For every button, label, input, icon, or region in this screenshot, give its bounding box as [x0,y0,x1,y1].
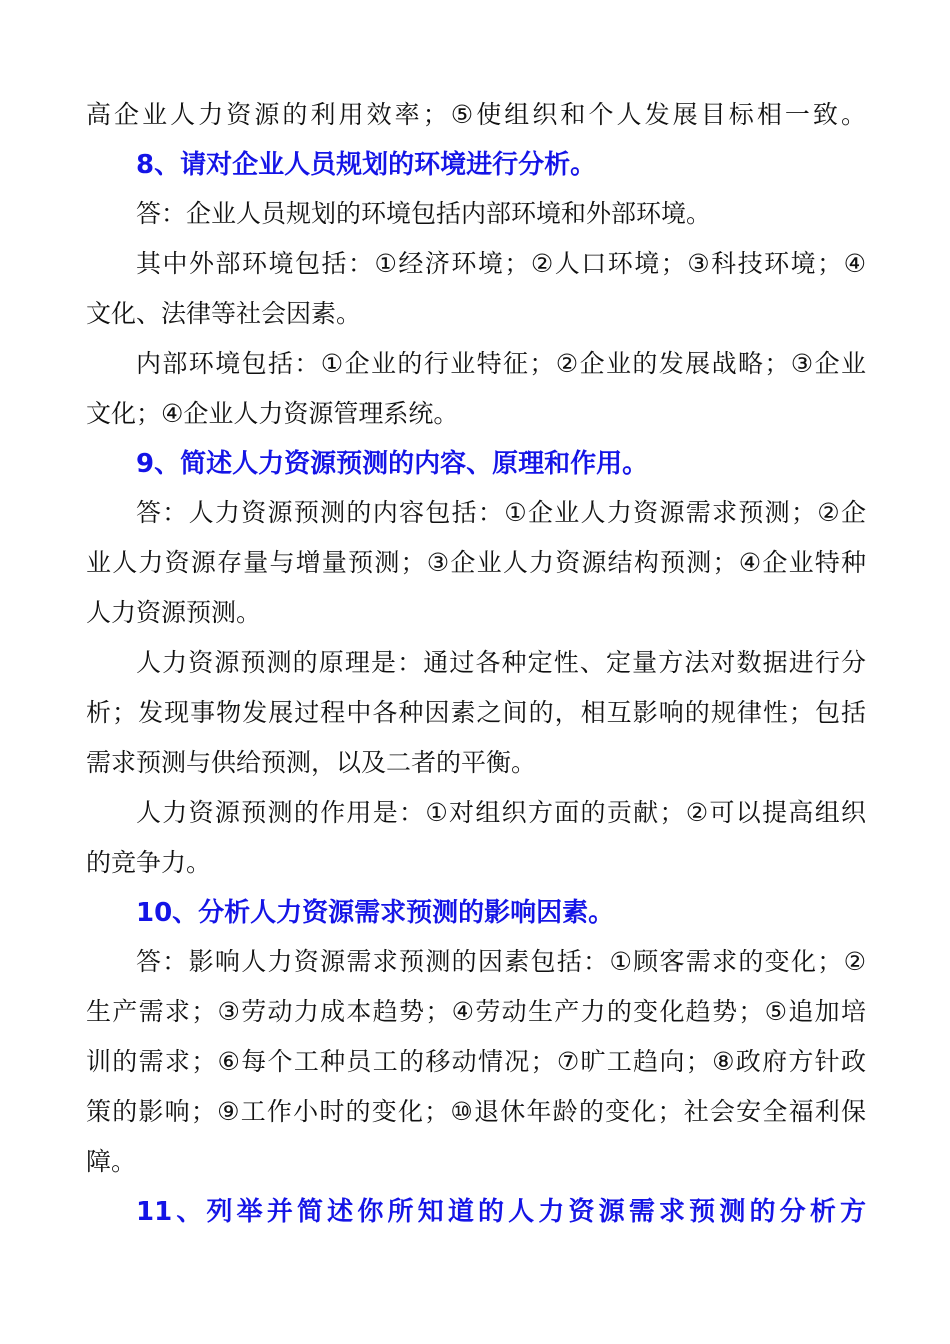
answer-9-line: 人力资源预测的作用是：①对组织方面的贡献；②可以提高组织 [136,798,866,827]
answer-9-line: 答：人力资源预测的内容包括：①企业人力资源需求预测；②企 [136,498,866,527]
answer-8-line: 答：企业人员规划的环境包括内部环境和外部环境。 [136,199,712,228]
answer-9-line: 析；发现事物发展过程中各种因素之间的，相互影响的规律性；包括 [86,698,866,727]
answer-8-line: 其中外部环境包括：①经济环境；②人口环境；③科技环境；④ [136,249,866,278]
answer-10-line: 训的需求；⑥每个工种员工的移动情况；⑦旷工趋向；⑧政府方针政 [86,1047,866,1076]
answer-8-line: 文化、法律等社会因素。 [86,299,362,328]
question-9-heading: 9、简述人力资源预测的内容、原理和作用。 [136,449,649,479]
answer-9-line: 人力资源预测的原理是：通过各种定性、定量方法对数据进行分 [136,648,866,677]
answer-8-line: 内部环境包括：①企业的行业特征；②企业的发展战略；③企业 [136,349,866,378]
answer-10-line: 答：影响人力资源需求预测的因素包括：①顾客需求的变化；② [136,947,866,976]
question-11-heading: 11、列举并简述你所知道的人力资源需求预测的分析方 [136,1197,866,1227]
answer-10-line: 生产需求；③劳动力成本趋势；④劳动生产力的变化趋势；⑤追加培 [86,997,866,1026]
answer-9-line: 的竞争力。 [86,848,212,877]
answer-10-line: 障。 [86,1147,137,1176]
answer-9-line: 业人力资源存量与增量预测；③企业人力资源结构预测；④企业特种 [86,548,866,577]
paragraph-line: 高企业人力资源的利用效率；⑤使组织和个人发展目标相一致。 [86,100,866,129]
answer-10-line: 策的影响；⑨工作小时的变化；⑩退休年龄的变化；社会安全福利保 [86,1097,866,1126]
question-10-heading: 10、分析人力资源需求预测的影响因素。 [136,898,615,928]
answer-9-line: 人力资源预测。 [86,598,262,627]
question-8-heading: 8、请对企业人员规划的环境进行分析。 [136,150,597,180]
answer-9-line: 需求预测与供给预测，以及二者的平衡。 [86,748,537,777]
answer-8-line: 文化；④企业人力资源管理系统。 [86,399,459,428]
